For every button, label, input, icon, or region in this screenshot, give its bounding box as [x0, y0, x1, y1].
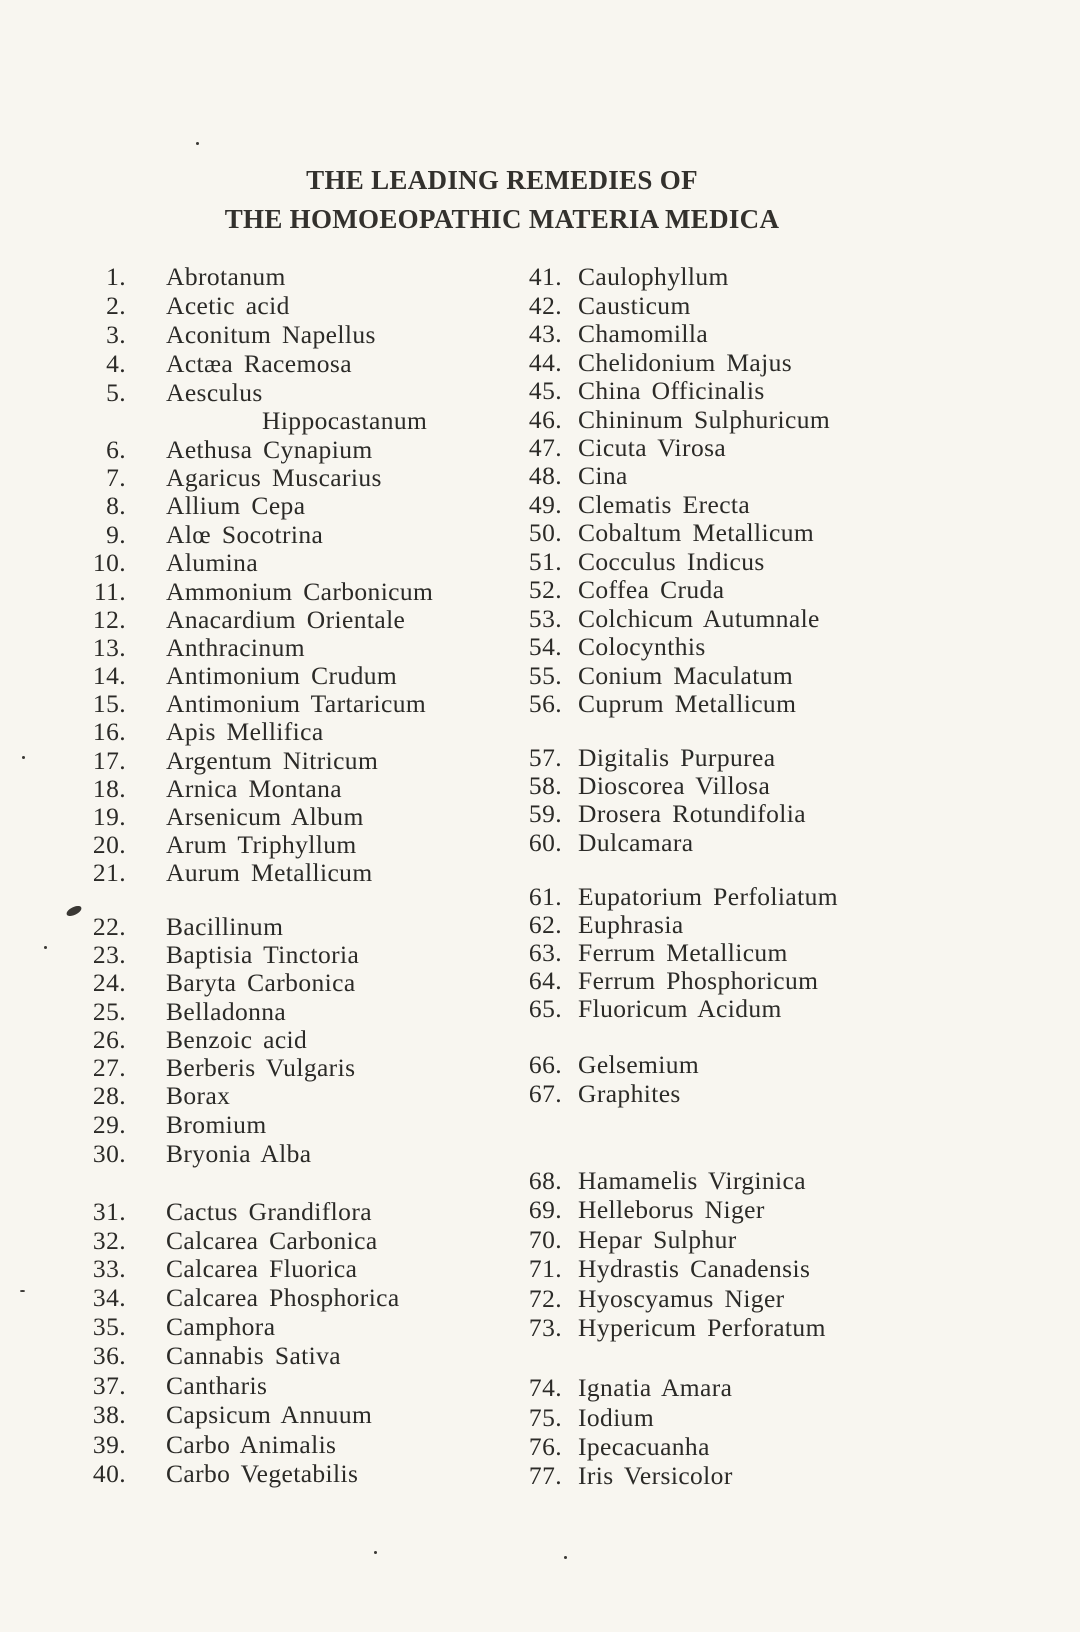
remedy-number: 48.	[528, 461, 562, 490]
remedy-name: Graphites	[578, 1079, 681, 1108]
remedy-number: 47.	[528, 433, 562, 462]
remedy-name: Hyoscyamus Niger	[578, 1284, 785, 1313]
remedy-name: Cantharis	[166, 1371, 268, 1400]
remedy-name: Aconitum Napellus	[166, 320, 376, 349]
remedy-name: Antimonium Crudum	[166, 661, 398, 690]
remedy-number: 30.	[92, 1139, 126, 1168]
remedy-number: 4.	[106, 349, 126, 378]
remedy-number: 75.	[528, 1403, 562, 1432]
remedy-name: Drosera Rotundifolia	[578, 799, 806, 828]
remedy-name: Clematis Erecta	[578, 490, 751, 519]
remedy-name: Bacillinum	[166, 912, 284, 941]
scan-speck	[564, 1556, 567, 1559]
remedy-name: Dulcamara	[578, 828, 694, 857]
remedy-number: 3.	[106, 320, 126, 349]
remedy-name: Helleborus Niger	[578, 1195, 765, 1224]
remedy-number: 26.	[92, 1025, 126, 1054]
remedy-number: 45.	[528, 376, 562, 405]
remedy-number: 61.	[528, 882, 562, 911]
remedy-number: 28.	[92, 1081, 126, 1110]
remedy-number: 34.	[92, 1283, 126, 1312]
page-title-line-1: THE LEADING REMEDIES OF	[306, 165, 698, 195]
remedy-name: Capsicum Annuum	[166, 1400, 373, 1429]
remedy-number: 52.	[528, 575, 562, 604]
remedy-number: 15.	[92, 689, 126, 718]
remedy-number: 59.	[528, 799, 562, 828]
remedy-number: 31.	[92, 1197, 126, 1226]
remedy-name: Fluoricum Acidum	[578, 994, 782, 1023]
remedy-number: 54.	[528, 632, 562, 661]
remedy-number: 5.	[106, 378, 126, 407]
remedy-number: 40.	[92, 1459, 126, 1488]
remedy-number: 66.	[528, 1050, 562, 1079]
remedy-number: 29.	[92, 1110, 126, 1139]
remedy-name: Calcarea Phosphorica	[166, 1283, 400, 1312]
remedy-number: 27.	[92, 1053, 126, 1082]
remedy-name: Allium Cepa	[166, 491, 306, 520]
scan-speck	[20, 1290, 25, 1292]
page-title-line-2: THE HOMOEOPATHIC MATERIA MEDICA	[224, 204, 780, 234]
remedy-list-right-column	[500, 0, 1060, 1632]
remedy-name: Ammonium Carbonicum	[166, 577, 434, 606]
remedy-number: 8.	[106, 491, 126, 520]
remedy-number: 68.	[528, 1166, 562, 1195]
remedy-number: 69.	[528, 1195, 562, 1224]
remedy-name: Dioscorea Villosa	[578, 771, 771, 800]
remedy-name: Hydrastis Canadensis	[578, 1254, 811, 1283]
remedy-number: 23.	[92, 940, 126, 969]
remedy-number: 25.	[92, 997, 126, 1026]
remedy-number: 77.	[528, 1461, 562, 1490]
remedy-name: Borax	[166, 1081, 231, 1110]
remedy-name: Arum Triphyllum	[166, 830, 357, 859]
remedy-number: 74.	[528, 1373, 562, 1402]
remedy-number: 9.	[106, 520, 126, 549]
remedy-number: 46.	[528, 405, 562, 434]
remedy-number: 76.	[528, 1432, 562, 1461]
remedy-name-continuation: Hippocastanum	[262, 406, 428, 435]
remedy-number: 21.	[92, 858, 126, 887]
remedy-number: 37.	[92, 1371, 126, 1400]
remedy-name: Iodium	[578, 1403, 655, 1432]
remedy-number: 58.	[528, 771, 562, 800]
remedy-number: 71.	[528, 1254, 562, 1283]
remedy-number: 10.	[92, 548, 126, 577]
remedy-name: Caulophyllum	[578, 262, 729, 291]
remedy-name: Ferrum Metallicum	[578, 938, 788, 967]
remedy-number: 67.	[528, 1079, 562, 1108]
remedy-name: Hamamelis Virginica	[578, 1166, 806, 1195]
remedy-name: Hepar Sulphur	[578, 1225, 737, 1254]
remedy-number: 19.	[92, 802, 126, 831]
remedy-name: Anacardium Orientale	[166, 605, 406, 634]
remedy-number: 43.	[528, 319, 562, 348]
remedy-name: Chamomilla	[578, 319, 709, 348]
scan-speck	[44, 946, 47, 949]
remedy-number: 11.	[93, 577, 126, 606]
remedy-number: 24.	[92, 968, 126, 997]
scan-speck	[196, 142, 199, 145]
remedy-number: 63.	[528, 938, 562, 967]
remedy-number: 1.	[106, 262, 126, 291]
remedy-number: 64.	[528, 966, 562, 995]
remedy-name: Hypericum Perforatum	[578, 1313, 826, 1342]
remedy-number: 2.	[106, 291, 126, 320]
remedy-name: Cactus Grandiflora	[166, 1197, 372, 1226]
remedy-number: 50.	[528, 518, 562, 547]
remedy-name: Coffea Cruda	[578, 575, 725, 604]
remedy-name: Carbo Animalis	[166, 1430, 337, 1459]
remedy-name: Benzoic acid	[166, 1025, 308, 1054]
remedy-name: Cuprum Metallicum	[578, 689, 797, 718]
remedy-number: 39.	[92, 1430, 126, 1459]
remedy-number: 53.	[528, 604, 562, 633]
remedy-name: Colchicum Autumnale	[578, 604, 820, 633]
remedy-name: Cannabis Sativa	[166, 1341, 342, 1370]
remedy-name: Cicuta Virosa	[578, 433, 727, 462]
remedy-name: Camphora	[166, 1312, 276, 1341]
remedy-name: Bryonia Alba	[166, 1139, 312, 1168]
remedy-name: Anthracinum	[166, 633, 305, 662]
remedy-name: Iris Versicolor	[578, 1461, 733, 1490]
remedy-number: 22.	[92, 912, 126, 941]
remedy-name: Chininum Sulphuricum	[578, 405, 831, 434]
remedy-name: Chelidonium Majus	[578, 348, 793, 377]
remedy-number: 17.	[92, 746, 126, 775]
remedy-name: Gelsemium	[578, 1050, 700, 1079]
remedy-number: 49.	[528, 490, 562, 519]
remedy-name: Ignatia Amara	[578, 1373, 733, 1402]
remedy-number: 44.	[528, 348, 562, 377]
remedy-number: 12.	[92, 605, 126, 634]
remedy-number: 56.	[528, 689, 562, 718]
remedy-name: Berberis Vulgaris	[166, 1053, 356, 1082]
remedy-name: Cobaltum Metallicum	[578, 518, 815, 547]
remedy-number: 18.	[92, 774, 126, 803]
remedy-name: Aurum Metallicum	[166, 858, 373, 887]
remedy-name: Calcarea Carbonica	[166, 1226, 378, 1255]
remedy-number: 13.	[92, 633, 126, 662]
remedy-number: 57.	[528, 743, 562, 772]
remedy-name: Euphrasia	[578, 910, 684, 939]
remedy-number: 16.	[92, 717, 126, 746]
remedy-number: 60.	[528, 828, 562, 857]
remedy-name: Belladonna	[166, 997, 287, 1026]
remedy-name: Carbo Vegetabilis	[166, 1459, 359, 1488]
remedy-name: Ipecacuanha	[578, 1432, 710, 1461]
remedy-name: Actæa Racemosa	[166, 349, 352, 378]
remedy-number: 36.	[92, 1341, 126, 1370]
remedy-number: 41.	[528, 262, 562, 291]
remedy-number: 65.	[528, 994, 562, 1023]
remedy-name: Eupatorium Perfoliatum	[578, 882, 838, 911]
remedy-name: Causticum	[578, 291, 691, 320]
remedy-number: 32.	[92, 1226, 126, 1255]
remedy-number: 62.	[528, 910, 562, 939]
remedy-number: 6.	[106, 435, 126, 464]
remedy-name: Antimonium Tartaricum	[166, 689, 427, 718]
remedy-number: 51.	[528, 547, 562, 576]
remedy-name: Apis Mellifica	[166, 717, 324, 746]
remedy-name: Arsenicum Album	[166, 802, 364, 831]
remedy-name: Baptisia Tinctoria	[166, 940, 360, 969]
remedy-name: Baryta Carbonica	[166, 968, 356, 997]
remedy-name: China Officinalis	[578, 376, 765, 405]
remedy-name: Acetic acid	[166, 291, 290, 320]
remedy-number: 73.	[528, 1313, 562, 1342]
remedy-name: Calcarea Fluorica	[166, 1254, 358, 1283]
remedy-name: Colocynthis	[578, 632, 706, 661]
scan-speck	[374, 1551, 377, 1554]
remedy-name: Abrotanum	[166, 262, 286, 291]
remedy-name: Bromium	[166, 1110, 267, 1139]
remedy-name: Ferrum Phosphoricum	[578, 966, 819, 995]
remedy-list-left-column	[0, 0, 500, 1632]
remedy-number: 20.	[92, 830, 126, 859]
remedy-name: Alumina	[166, 548, 259, 577]
remedy-name: Cocculus Indicus	[578, 547, 765, 576]
remedy-name: Aethusa Cynapium	[166, 435, 373, 464]
remedy-number: 14.	[92, 661, 126, 690]
remedy-number: 33.	[92, 1254, 126, 1283]
remedy-name: Alœ Socotrina	[166, 520, 324, 549]
remedy-number: 38.	[92, 1400, 126, 1429]
remedy-number: 42.	[528, 291, 562, 320]
remedy-name: Agaricus Muscarius	[166, 463, 382, 492]
remedy-name: Arnica Montana	[166, 774, 342, 803]
remedy-number: 70.	[528, 1225, 562, 1254]
remedy-name: Cina	[578, 461, 628, 490]
remedy-name: Digitalis Purpurea	[578, 743, 776, 772]
remedy-name: Conium Maculatum	[578, 661, 794, 690]
remedy-number: 55.	[528, 661, 562, 690]
remedy-number: 35.	[92, 1312, 126, 1341]
remedy-number: 72.	[528, 1284, 562, 1313]
remedy-number: 7.	[106, 463, 126, 492]
remedy-name: Argentum Nitricum	[166, 746, 379, 775]
scan-speck	[22, 756, 25, 759]
remedy-name: Aesculus	[166, 378, 263, 407]
